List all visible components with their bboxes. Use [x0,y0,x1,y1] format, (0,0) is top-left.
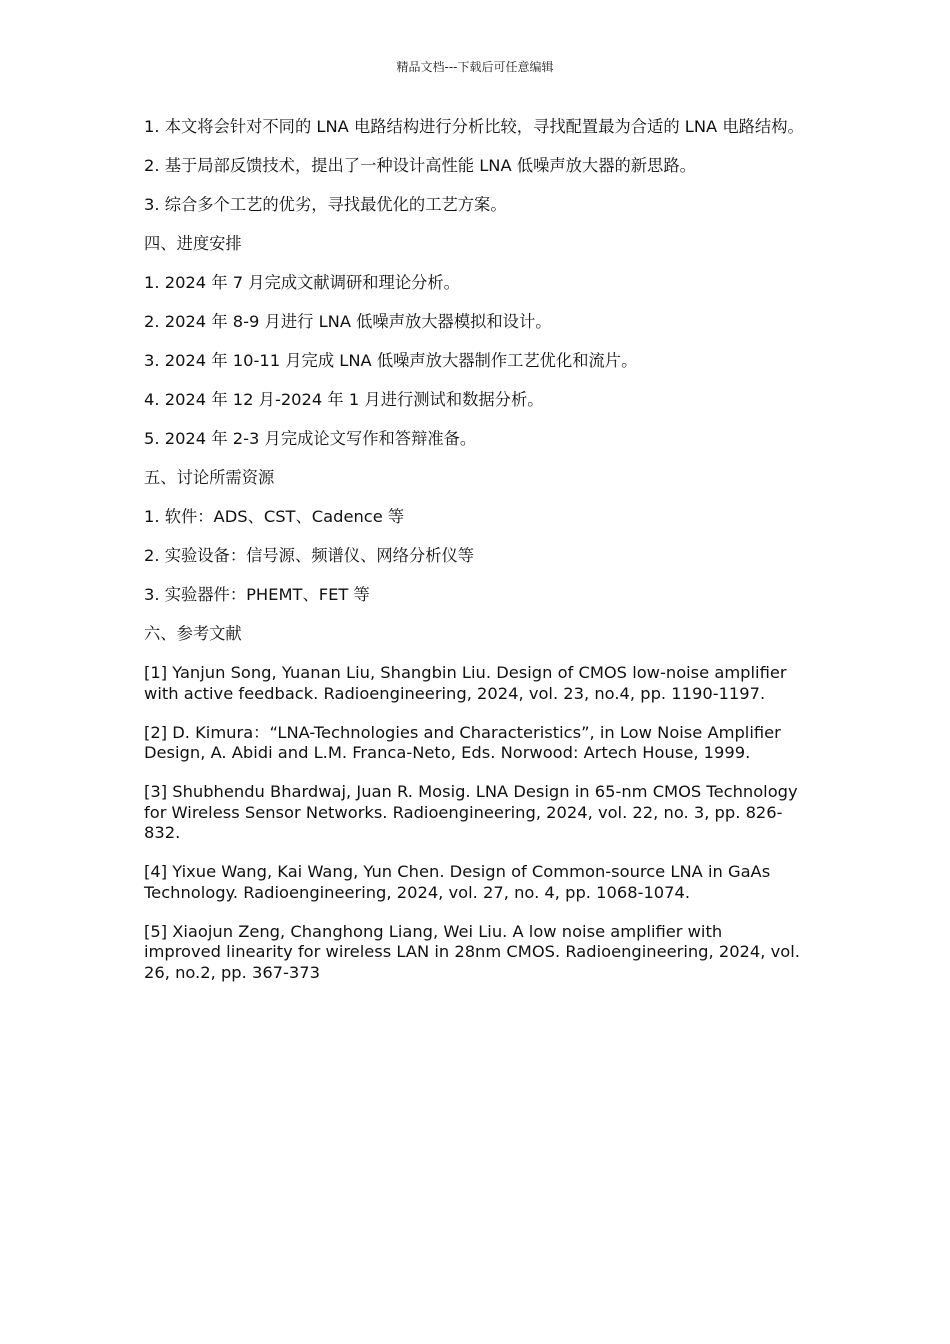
resource-item-1: 1. 软件：ADS、CST、Cadence 等 [144,507,405,526]
schedule-item-2: 2. 2024 年 8-9 月进行 LNA 低噪声放大器模拟和设计。 [144,312,552,331]
reference-item-3: [3] Shubhendu Bhardwaj, Juan R. Mosig. LNA Design in 65-nm CMOS Technology for Wireless Sensor Networks. Radioengineering, 2024, vol. 22, no. 3, pp. 826-832. [144,782,798,842]
document-body [144,117,804,1002]
schedule-item-5: 5. 2024 年 2-3 月完成论文写作和答辩准备。 [144,429,477,448]
references-list [144,663,804,983]
resources-heading: 五、讨论所需资源 [144,468,275,487]
reference-item-5: [5] Xiaojun Zeng, Changhong Liang, Wei Liu. A low noise amplifier with improved linearity for wireless LAN in 28nm CMOS. Radioengineering, 2024, vol. 26, no.2, pp. 367-373 [144,921,800,982]
schedule-list [144,273,804,450]
schedule-item-1: 1. 2024 年 7 月完成文献调研和理论分析。 [144,273,460,292]
resource-item-2: 2. 实验设备：信号源、频谱仪、网络分析仪等 [144,546,475,565]
reference-item-1: [1] Yanjun Song, Yuanan Liu, Shangbin Liu. Design of CMOS low-noise amplifier with active feedback. Radioengineering, 2024, vol. 23, no.4, pp. 1190-1197. [144,663,787,703]
innovation-list [144,117,804,216]
schedule-heading: 四、进度安排 [144,234,242,253]
innovation-item-1: 1. 本文将会针对不同的 LNA 电路结构进行分析比较，寻找配置最为合适的 LNA 电路结构。 [144,117,804,136]
schedule-item-4: 4. 2024 年 12 月-2024 年 1 月进行测试和数据分析。 [144,390,544,409]
references-heading: 六、参考文献 [144,624,242,643]
innovation-item-2: 2. 基于局部反馈技术，提出了一种设计高性能 LNA 低噪声放大器的新思路。 [144,156,696,175]
page-header: 精品文档---下载后可任意编辑 [396,60,554,74]
reference-item-4: [4] Yixue Wang, Kai Wang, Yun Chen. Design of Common-source LNA in GaAs Technology. Radioengineering, 2024, vol. 27, no. 4, pp. 1068-1074. [144,862,771,902]
resources-list [144,507,804,606]
innovation-item-3: 3. 综合多个工艺的优劣，寻找最优化的工艺方案。 [144,195,507,214]
schedule-item-3: 3. 2024 年 10-11 月完成 LNA 低噪声放大器制作工艺优化和流片。 [144,351,638,370]
reference-item-2: [2] D. Kimura：“LNA-Technologies and Characteristics”, in Low Noise Amplifier Design, A. Abidi and L.M. Franca-Neto, Eds. Norwood: Artech House, 1999. [144,722,781,762]
resource-item-3: 3. 实验器件：PHEMT、FET 等 [144,585,370,604]
